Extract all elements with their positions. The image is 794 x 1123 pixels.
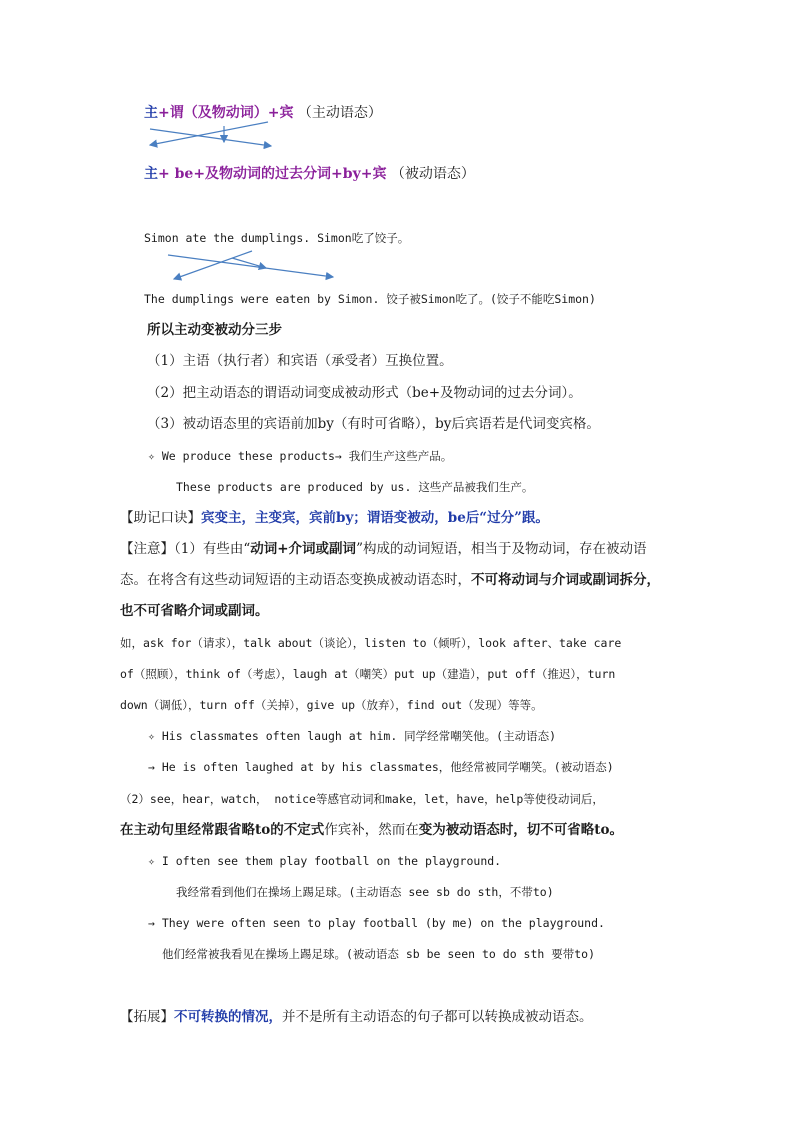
note-paragraph-1-line-3: 也不可省略介词或副词。 <box>120 603 269 619</box>
note-paragraph-2-line-1: （2）see，hear，watch， notice等感官动词和make，let，have，help等使役动词后， <box>120 792 604 806</box>
steps-intro: 所以主动变被动分三步 <box>147 322 282 338</box>
step-2: （2）把主动语态的谓语动词变成被动形式（be+及物动词的过去分词）。 <box>147 385 582 401</box>
passive-formula: 主+ be+及物动词的过去分词+by+宾 （被动语态） <box>144 166 475 182</box>
note-paragraph-2-line-2: 在主动句里经常跟省略to的不定式作宾补，然而在变为被动语态时，切不可省略to。 <box>120 822 623 838</box>
example-3-passive: → They were often seen to play football (by me) on the playground. <box>148 916 605 930</box>
mnemonic: 【助记口诀】宾变主，主变宾，宾前by；谓语变被动，be后“过分”跟。 <box>120 510 549 526</box>
example-1-passive: These products are produced by us. 这些产品被我们生产。 <box>176 480 534 494</box>
example-active-sentence: Simon ate the dumplings. Simon吃了饺子。 <box>144 231 410 245</box>
note-paragraph-1-line-2: 态。在将含有这些动词短语的主动语态变换成被动语态时，不可将动词与介词或副词拆分， <box>120 572 660 588</box>
example-3-passive-translation: 他们经常被我看见在操场上踢足球。(被动语态 sb be seen to do sth 要带to) <box>162 947 596 961</box>
example-arrow-verb <box>232 258 266 268</box>
active-formula: 主+谓（及物动词）+宾 （主动语态） <box>144 105 382 121</box>
phrase-list-line-2: of（照顾），think of（考虑），laugh at（嘲笑）put up（建造），put off（推迟），turn <box>120 667 616 681</box>
phrase-list-line-3: down（调低），turn off（关掉），give up（放弃），find out（发现）等等。 <box>120 698 543 712</box>
note-paragraph-1-line-1: 【注意】（1）有些由“动词+介词或副词”构成的动词短语，相当于及物动词，存在被动语 <box>120 541 647 557</box>
example-3-active-translation: 我经常看到他们在操场上踢足球。(主动语态 see sb do sth，不带to) <box>176 885 554 899</box>
example-1-active: ✧ We produce these products→ 我们生产这些产品。 <box>148 449 453 463</box>
example-arrow-subject-to-object <box>168 255 333 277</box>
example-2-passive: → He is often laughed at by his classmates，他经常被同学嘲笑。(被动语态) <box>148 760 614 774</box>
example-3-active: ✧ I often see them play football on the playground. <box>148 854 502 868</box>
extension: 【拓展】不可转换的情况，并不是所有主动语态的句子都可以转换成被动语态。 <box>120 1009 593 1025</box>
phrase-list-line-1: 如，ask for（请求），talk about（谈论），listen to（倾听），look after、take care <box>120 636 622 650</box>
example-2-active: ✧ His classmates often laugh at him. 同学经常嘲笑他。(主动语态) <box>148 729 557 743</box>
step-1: （1）主语（执行者）和宾语（承受者）互换位置。 <box>147 353 453 369</box>
formula-arrow-subject-to-object <box>150 129 271 146</box>
formula-arrow-object-to-subject <box>150 122 268 145</box>
step-3: （3）被动语态里的宾语前加by（有时可省略），by后宾语若是代词变宾格。 <box>147 416 600 432</box>
example-passive-sentence: The dumplings were eaten by Simon. 饺子被Simon吃了。(饺子不能吃Simon) <box>144 292 596 306</box>
